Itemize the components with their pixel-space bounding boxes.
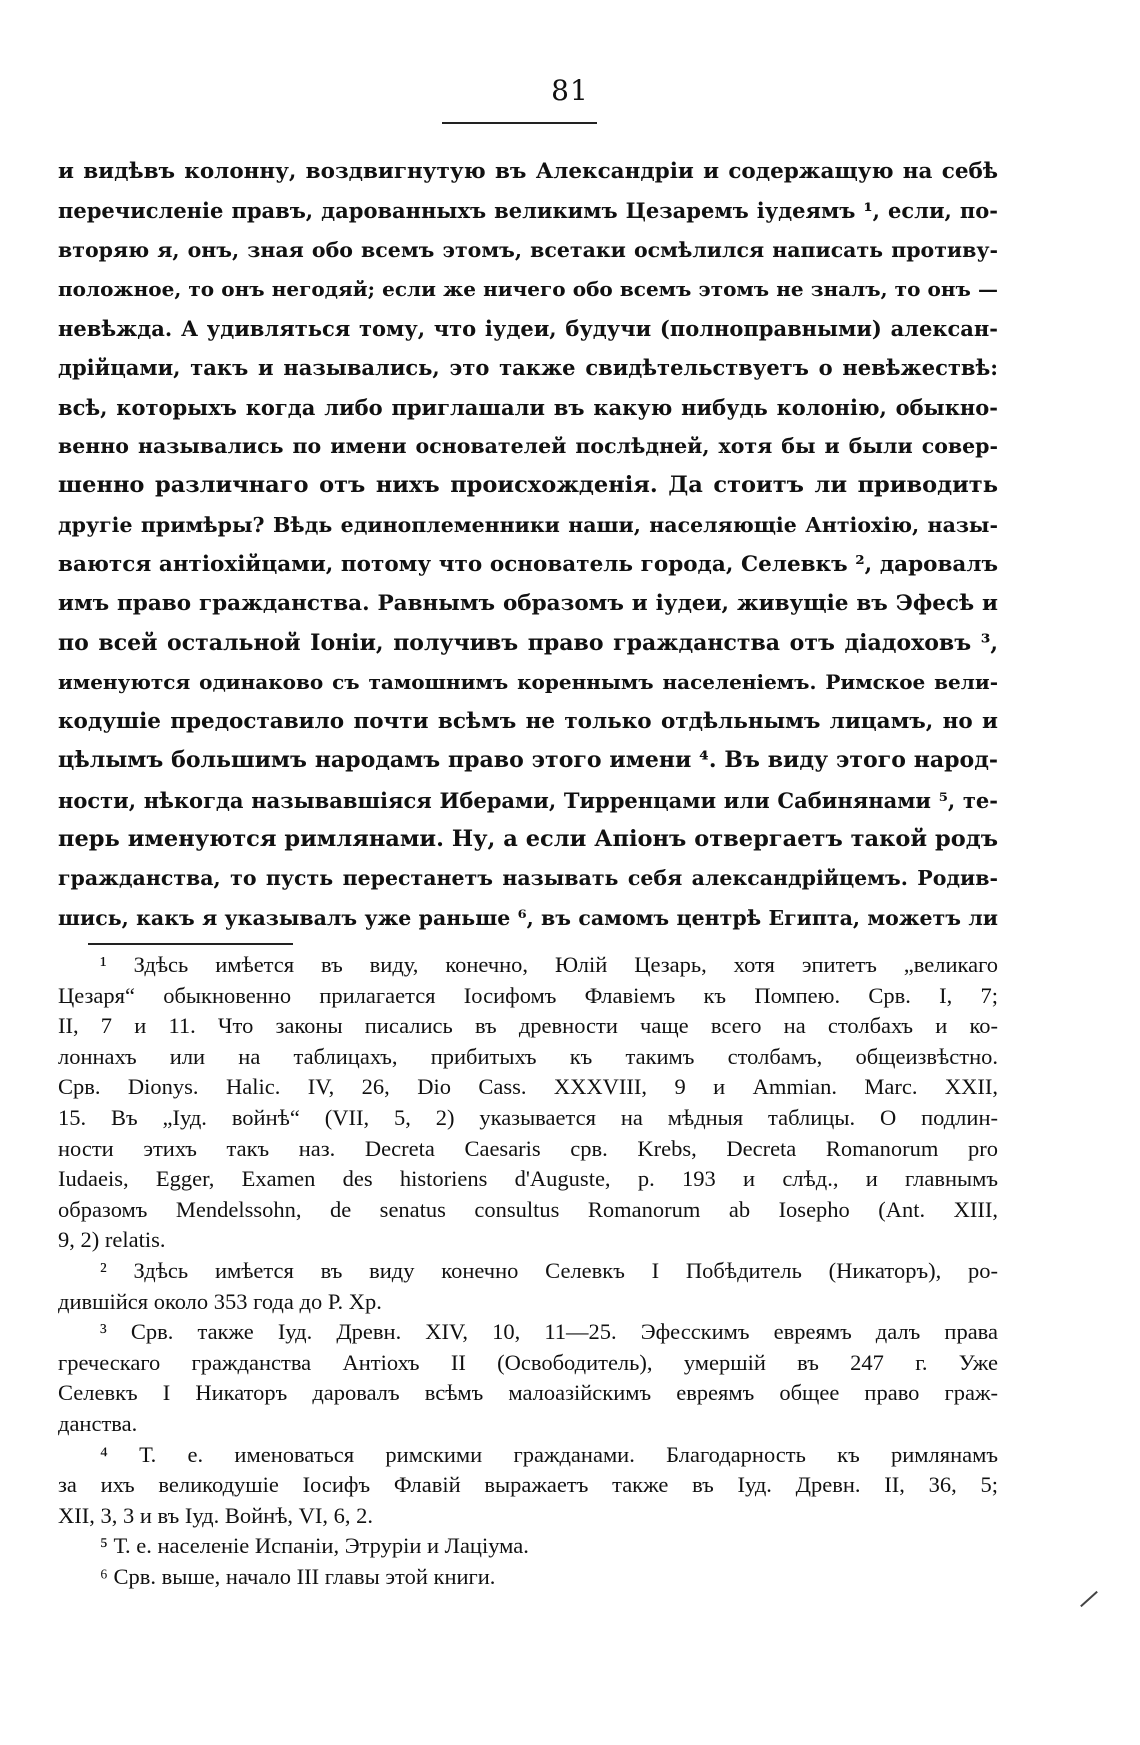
body-line: кодушіе предоставило почти всѣмъ не только отдѣльнымъ лицамъ, но и	[58, 709, 998, 735]
body-line: по всей остальной Іоніи, получивъ право гражданства отъ діадоховъ ³,	[58, 629, 998, 656]
footnote-line: Срв. Dionys. Halic. IV, 26, Dio Cass. XXXVIII, 9 и Ammian. Marc. XXII,	[58, 1074, 998, 1100]
footnote-line: ности этихъ такъ наз. Decreta Caesaris срв. Krebs, Decreta Romanorum pro	[58, 1135, 998, 1161]
body-line: перь именуются римлянами. Ну, а если Апіонъ отвергаетъ такой родъ	[58, 826, 998, 853]
body-line: перечисленіе правъ, дарованныхъ великимъ Цезаремъ іудеямъ ¹, если, по-	[58, 198, 998, 224]
body-line: шись, какъ я указывалъ уже раньше ⁶, въ самомъ центрѣ Египта, можетъ ли	[58, 905, 998, 930]
footnote-line: дившійся около 353 года до Р. Хр.	[58, 1288, 382, 1314]
footnote-line: Цезаря“ обыкновенно прилагается Іосифомъ Флавіемъ къ Помпею. Срв. I, 7;	[58, 982, 998, 1008]
footnote-line: греческаго гражданства Антіохъ II (Освободитель), умершій въ 247 г. Уже	[58, 1349, 998, 1375]
footnote-line: ⁴ Т. е. именоваться римскими гражданами. Благодарность къ римлянамъ	[100, 1441, 998, 1467]
body-line: ности, нѣкогда называвшіяся Иберами, Тирренцами или Сабинянами ⁵, те-	[58, 787, 998, 813]
footnote-line: 9, 2) relatis.	[58, 1227, 166, 1253]
footnotes	[58, 950, 998, 1592]
body-line: шенно различнаго отъ нихъ происхожденія. Да стоитъ ли приводить	[58, 472, 998, 499]
body-line: дрійцами, такъ и назывались, это также свидѣтельствуетъ о невѣжествѣ:	[58, 355, 998, 381]
footnote-line: ³ Срв. также Іуд. Древн. XIV, 10, 11—25. Эфесскимъ евреямъ далъ права	[100, 1319, 998, 1345]
body-line: всѣ, которыхъ когда либо приглашали въ какую нибудь колонію, обыкно-	[58, 394, 998, 420]
footnote-line: ¹ Здѣсь имѣется въ виду, конечно, Юлій Цезарь, хотя эпитетъ „великаго	[100, 952, 998, 977]
footnote-line: ² Здѣсь имѣется въ виду конечно Селевкъ I Побѣдитель (Никаторъ), ро-	[100, 1257, 998, 1283]
footnote-line: данства.	[58, 1410, 138, 1436]
footnote-line: ⁶ Срв. выше, начало III главы этой книги.	[100, 1563, 496, 1589]
footnote-line: 15. Въ „Іуд. войнѣ“ (VII, 5, 2) указывается на мѣдныя таблицы. О подлин-	[58, 1104, 998, 1130]
body-line: имъ право гражданства. Равнымъ образомъ и іудеи, живущіе въ Эфесѣ и	[58, 591, 998, 617]
body-line: именуются одинаково съ тамошнимъ кореннымъ населеніемъ. Римское вели-	[58, 669, 998, 694]
footnote-line: XII, 3, 3 и въ Іуд. Войнѣ, VI, 6, 2.	[58, 1502, 374, 1528]
footnote-separator	[88, 943, 293, 945]
body-line: ваются антіохійцами, потому что основатель города, Селевкъ ², даровалъ	[58, 551, 998, 577]
body-line: венно назывались по имени основателей послѣдней, хотя бы и были совер-	[58, 434, 998, 459]
header-rule	[442, 122, 597, 124]
footnote-line: Селевкъ I Никаторъ даровалъ всѣмъ малоазійскимъ евреямъ общее право граж-	[58, 1380, 998, 1406]
footnote-line: за ихъ великодушіе Іосифъ Флавій выражаетъ также въ Іуд. Древн. II, 36, 5;	[58, 1472, 998, 1498]
footnote-line: II, 7 и 11. Что законы писались въ древности чаще всего на столбахъ и ко-	[58, 1013, 998, 1039]
body-line: и видѣвъ колонну, воздвигнутую въ Александріи и содержащую на себѣ	[58, 159, 998, 184]
footnote-line: Iudaeis, Egger, Examen des historiens d'Auguste, p. 193 и слѣд., и главнымъ	[58, 1166, 998, 1192]
body-line: положное, то онъ негодяй; если же ничего обо всемъ этомъ не зналъ, то онъ —	[58, 276, 998, 301]
footnote-line: лоннахъ или на таблицахъ, прибитыхъ къ такимъ столбамъ, общеизвѣстно.	[58, 1043, 998, 1069]
body-line: другіе примѣры? Вѣдь единоплеменники наши, населяющіе Антіохію, назы-	[58, 512, 998, 537]
footnote-line: образомъ Mendelssohn, de senatus consultus Romanorum ab Iosepho (Ant. XIII,	[58, 1196, 998, 1222]
body-text	[58, 152, 998, 938]
page-number: 81	[551, 74, 589, 107]
body-line: гражданства, то пусть перестанетъ называть себя александрійцемъ. Родив-	[58, 866, 998, 891]
footnote-line: ⁵ Т. е. населеніе Испаніи, Этруріи и Лаціума.	[100, 1533, 529, 1559]
body-line: цѣлымъ большимъ народамъ право этого имени ⁴. Въ виду этого народ-	[58, 747, 998, 774]
pencil-mark	[1080, 1591, 1098, 1607]
body-line: вторяю я, онъ, зная обо всемъ этомъ, всетаки осмѣлился написать противу-	[58, 237, 998, 262]
body-line: невѣжда. А удивляться тому, что іудеи, будучи (полноправными) алексан-	[58, 316, 998, 342]
